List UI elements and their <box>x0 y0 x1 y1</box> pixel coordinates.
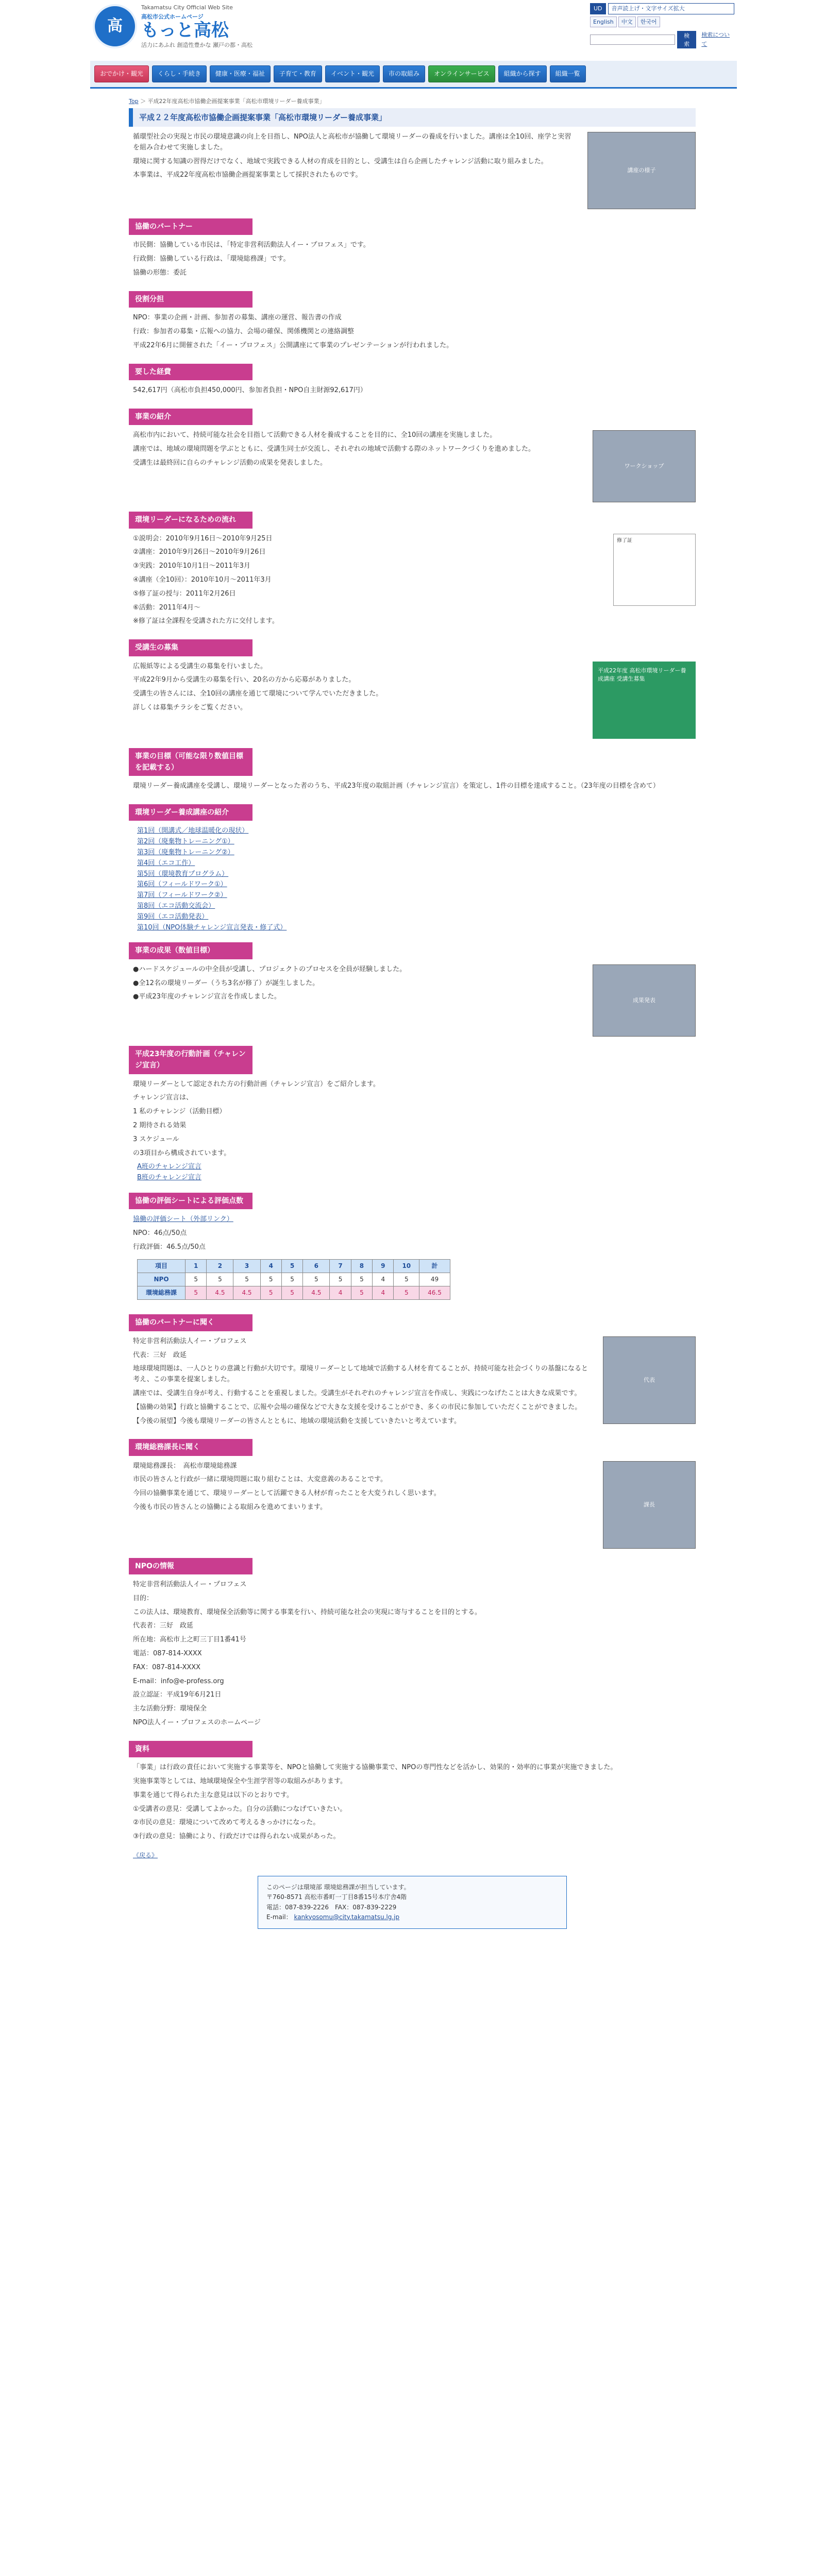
section-heading: 事業の成果（数値目標） <box>129 942 252 959</box>
section-block <box>129 430 696 502</box>
eval-cell: 4.5 <box>233 1286 260 1300</box>
section-line: 設立認証：平成19年6月21日 <box>133 1691 222 1699</box>
course-link[interactable]: 第2回（廃棄物トレーニング①） <box>137 838 234 846</box>
eval-col-header: 6 <box>303 1259 330 1273</box>
section-line: 協働の形態：委託 <box>133 268 187 277</box>
section-line: 目的： <box>133 1594 154 1602</box>
accessibility-row <box>590 3 734 14</box>
eval-cell: 4 <box>373 1286 394 1300</box>
section-block <box>129 1214 696 1305</box>
section-line: の3項目から構成されています。 <box>133 1149 231 1157</box>
section-photo: ワークショップ <box>593 430 696 502</box>
eval-cell: 4.5 <box>207 1286 233 1300</box>
logo-text <box>141 3 252 49</box>
eval-cell: 4 <box>330 1286 351 1300</box>
section-line: ⑥活動：2011年4月〜 <box>133 603 201 612</box>
lang-english[interactable]: English <box>590 16 617 28</box>
eval-cell: 5 <box>330 1273 351 1286</box>
eval-cell: 5 <box>351 1273 372 1286</box>
eval-col-header: 3 <box>233 1259 260 1273</box>
course-link[interactable]: 第8回（エコ活動交流会） <box>137 902 215 910</box>
section-body <box>129 781 696 795</box>
section-body <box>129 240 696 281</box>
search-help-link[interactable]: 検索について <box>701 31 730 47</box>
course-link[interactable]: 第5回（環境教育プログラム） <box>137 870 229 878</box>
section-line: ●全12名の環境リーダー（うち3名が修了）が誕生しました。 <box>133 979 319 987</box>
section-block <box>129 662 696 739</box>
nav-item[interactable]: 健康・医療・福祉 <box>210 65 271 82</box>
section-heading: 要した経費 <box>129 364 252 380</box>
logo-main: もっと高松 <box>141 20 229 41</box>
section-line: 「事業」は行政の責任において実施する事業等を、NPOと協働して実施する協働事業で、NPOの専門性などを活かし、効果的・効率的に事業が実施できました。 <box>133 1764 617 1772</box>
nav-item[interactable]: 市の取組み <box>383 65 425 82</box>
section-body <box>129 826 696 933</box>
nav-item[interactable]: イベント・観光 <box>325 65 380 82</box>
section-line: 環境リーダーとして認定された方の行動計画（チャレンジ宣言）をご紹介します。 <box>133 1080 380 1088</box>
site-header <box>0 0 825 77</box>
section-line: 詳しくは募集チラシをご覧ください。 <box>133 703 247 711</box>
logo-emblem: 高 <box>93 4 137 48</box>
section-line: ③行政の意見：協働により、行政だけでは得られない成果があった。 <box>133 1833 340 1841</box>
eval-table <box>137 1259 450 1300</box>
logo-slogan: 活力にあふれ 創造性豊かな 瀬戸の都・高松 <box>141 41 252 48</box>
section-line: 電話：087-814-XXXX <box>133 1650 202 1658</box>
back-row <box>129 1851 696 1860</box>
eval-row-label: NPO <box>138 1273 186 1286</box>
section-heading: 事業の目標（可能な限り数値目標を記載する） <box>129 748 252 776</box>
language-row <box>590 16 734 28</box>
course-link-item <box>137 869 696 880</box>
course-link-item <box>137 923 696 934</box>
section-line: 市民側：協働している市民は、「特定非営利活動法人イー・プロフェス」です。 <box>133 241 370 249</box>
nav-item[interactable]: 組織一覧 <box>550 65 586 82</box>
eval-cell: 49 <box>419 1273 450 1286</box>
section-line: チャレンジ宣言は、 <box>133 1094 193 1102</box>
section-line: 2 期待される効果 <box>133 1122 187 1129</box>
breadcrumb <box>129 97 325 106</box>
eval-link-row <box>133 1214 696 1225</box>
section-line: 所在地：高松市上之町三丁目1番41号 <box>133 1636 246 1644</box>
section-heading: 環境総務課長に聞く <box>129 1439 252 1455</box>
section-line: 【協働の効果】行政と協働することで、広報や会場の確保などで大きな支援を受けることができ、多くの市民に参加していただくことができました。 <box>133 1403 582 1411</box>
recruit-flyer[interactable]: 平成22年度 高松市環境リーダー養成講座 受講生募集 <box>593 662 696 739</box>
course-link[interactable]: 第1回（開講式／地球温暖化の現状） <box>137 827 249 835</box>
section-line: ①説明会：2010年9月16日〜2010年9月25日 <box>133 534 273 543</box>
course-link[interactable]: 第3回（廃棄物トレーニング②） <box>137 849 234 857</box>
intro-paragraph: 本事業は、平成22年度高松市協働企画提案事業として採択されたものです。 <box>133 171 362 179</box>
nav-item[interactable]: オンラインサービス <box>428 65 495 82</box>
section-body <box>129 1336 593 1430</box>
eval-col-header: 1 <box>186 1259 207 1273</box>
logo-sub: 高松市公式ホームページ <box>141 13 204 20</box>
section-line: 広報紙等による受講生の募集を行いました。 <box>133 662 267 670</box>
section-line: 行政評価：46.5点/50点 <box>133 1243 206 1251</box>
section-block <box>129 1762 696 1845</box>
footer-dept: このページは環境部 環境総務課が担当しています。 <box>266 1884 410 1891</box>
challenge-links <box>133 1162 696 1183</box>
section-line: 行政側：協働している行政は、「環境総務課」です。 <box>133 255 290 263</box>
course-link-item <box>137 912 696 923</box>
eval-sheet-link[interactable]: 協働の評価シート（外部リンク） <box>133 1215 233 1224</box>
section-line: 特定非営利活動法人イー・プロフェス <box>133 1581 247 1589</box>
section-body <box>129 385 696 399</box>
section-line: 市民の皆さんと行政が一緒に環境問題に取り組むことは、大変意義のあることです。 <box>133 1476 387 1484</box>
course-link[interactable]: 第10回（NPO体験チャレンジ宣言発表・修了式） <box>137 923 287 931</box>
ud-badge[interactable]: UD <box>590 3 606 14</box>
breadcrumb-current: ＞ 平成22年度高松市協働企画提案事業「高松市環境リーダー養成事業」 <box>140 98 325 105</box>
section-line: ①受講者の意見：受講してよかった。自分の活動につなげていきたい。 <box>133 1805 347 1813</box>
eval-row <box>138 1273 450 1286</box>
section-block <box>129 1461 696 1549</box>
eval-col-header: 10 <box>394 1259 419 1273</box>
section-body <box>129 313 696 354</box>
footer-address: 〒760-8571 高松市番町一丁目8番15号本庁舎4階 <box>266 1893 407 1901</box>
course-link-item <box>137 858 696 869</box>
section-line: 事業を通じて得られた主な意見は以下のとおりです。 <box>133 1791 293 1799</box>
footer-phone: 電話：087-839-2226 FAX：087-839-2229 <box>266 1903 397 1911</box>
search-row <box>590 30 734 48</box>
course-link[interactable]: 第6回（フィールドワーク①） <box>137 880 227 889</box>
section-line: 受講生は最終回に自らのチャレンジ活動の成果を発表しました。 <box>133 459 327 467</box>
page-title: 平成２２年度高松市協働企画提案事業「高松市環境リーダー養成事業」 <box>129 108 696 127</box>
section-block <box>129 313 696 354</box>
section-body <box>129 534 603 631</box>
section-line: ②講座：2010年9月26日〜2010年9月26日 <box>133 548 266 556</box>
section-line: 高松市内において、持続可能な社会を目指して活動できる人材を養成することを目的に、全10回の講座を実施しました。 <box>133 431 497 439</box>
section-heading: 受講生の募集 <box>129 639 252 656</box>
section-line: ※修了証は全課程を受講された方に交付します。 <box>133 617 279 625</box>
section-heading: 平成23年度の行動計画（チャレンジ宣言） <box>129 1046 252 1074</box>
main-content <box>129 108 696 1929</box>
section-line: NPO：事業の企画・計画、参加者の募集、講座の運営、報告書の作成 <box>133 314 342 322</box>
section-block <box>129 1079 696 1183</box>
sections-container <box>129 218 696 1845</box>
footer-email-label: E-mail： <box>266 1913 292 1921</box>
course-link-item <box>137 837 696 848</box>
eval-cell: 5 <box>260 1286 281 1300</box>
header-tools <box>590 3 734 48</box>
section-line: ②市民の意見：環境について改めて考えるきっかけになった。 <box>133 1819 320 1827</box>
contact-footer <box>258 1876 567 1929</box>
eval-col-header: 計 <box>419 1259 450 1273</box>
intro-paragraph: 循環型社会の実現と市民の環境意識の向上を目指し、NPO法人と高松市が協働して環境リーダーの養成を行いました。講座は全10回、座学と実習を組み合わせて実施しました。 <box>133 133 571 151</box>
course-links <box>133 826 696 933</box>
section-line: 受講生の皆さんには、全10回の講座を通じて環境について学んでいただきました。 <box>133 690 383 698</box>
section-line: 行政：参加者の募集・広報への協力、会場の確保、関係機関との連絡調整 <box>133 327 355 335</box>
certificate-image: 修了証 <box>613 534 696 606</box>
eval-cell: 5 <box>260 1273 281 1286</box>
eval-cell: 5 <box>303 1273 330 1286</box>
section-heading: NPOの情報 <box>129 1558 252 1574</box>
eval-cell: 4 <box>373 1273 394 1286</box>
course-link[interactable]: 第7回（フィールドワーク②） <box>137 891 227 900</box>
eval-cell: 46.5 <box>419 1286 450 1300</box>
section-body <box>129 1762 696 1845</box>
course-link-item <box>137 848 696 858</box>
section-heading: 事業の紹介 <box>129 409 252 425</box>
section-line: 講座では、地域の環境問題を学ぶとともに、受講生同士が交流し、それぞれの地域で活動する際のネットワークづくりを進めました。 <box>133 445 535 453</box>
section-heading: 協働の評価シートによる評価点数 <box>129 1193 252 1209</box>
site-logo[interactable] <box>93 3 252 49</box>
eval-cell: 5 <box>207 1273 233 1286</box>
course-link-item <box>137 890 696 901</box>
challenge-link-item <box>137 1162 696 1173</box>
global-nav <box>90 61 737 89</box>
eval-row-label: 環境総務課 <box>138 1286 186 1300</box>
back-link[interactable]: 《戻る》 <box>133 1852 158 1859</box>
section-line: ④講座（全10回）：2010年10月〜2011年3月 <box>133 575 272 584</box>
section-body <box>129 1580 696 1732</box>
eval-col-header: 8 <box>351 1259 372 1273</box>
section-block <box>129 1336 696 1430</box>
eval-col-header: 7 <box>330 1259 351 1273</box>
eval-cell: 5 <box>394 1286 419 1300</box>
section-line: 3 スケジュール <box>133 1135 179 1143</box>
section-line: 主な活動分野：環境保全 <box>133 1705 207 1713</box>
eval-cell: 5 <box>351 1286 372 1300</box>
course-link[interactable]: 第4回（エコ工作） <box>137 859 195 867</box>
section-line: この法人は、環境教育、環境保全活動等に関する事業を行い、持続可能な社会の実現に寄与することを目的とする。 <box>133 1608 482 1616</box>
section-line: NPO法人イー・プロフェスのホームページ <box>133 1719 261 1727</box>
section-line: 【今後の展望】今後も環境リーダーの皆さんとともに、地域の環境活動を支援していきたいと考えています。 <box>133 1417 461 1425</box>
intro-photo: 講座の様子 <box>587 132 696 209</box>
lang-korean[interactable]: 한국어 <box>637 16 660 28</box>
section-heading: 協働のパートナーに聞く <box>129 1314 252 1331</box>
course-link-item <box>137 879 696 890</box>
logo-en: Takamatsu City Official Web Site <box>141 4 233 11</box>
section-line: 542,617円（高松市負担450,000円、参加者負担・NPO自主財源92,617円） <box>133 386 367 394</box>
eval-cell: 5 <box>186 1273 207 1286</box>
nav-item[interactable]: おでかけ・観光 <box>94 65 149 82</box>
challenge-link[interactable]: A班のチャレンジ宣言 <box>137 1163 201 1171</box>
eval-cell: 5 <box>281 1286 302 1300</box>
section-photo: 課長 <box>603 1461 696 1549</box>
challenge-link-item <box>137 1173 696 1183</box>
section-heading: 役割分担 <box>129 291 252 308</box>
section-block <box>129 240 696 281</box>
eval-cell: 5 <box>394 1273 419 1286</box>
search-button[interactable]: 検索 <box>677 31 696 48</box>
section-line: ●平成23年度のチャレンジ宣言を作成しました。 <box>133 993 281 1001</box>
eval-col-header: 4 <box>260 1259 281 1273</box>
section-line: 平成22年9月から受講生の募集を行い、20名の方から応募がありました。 <box>133 676 356 684</box>
eval-cell: 5 <box>233 1273 260 1286</box>
section-photo: 成果発表 <box>593 964 696 1037</box>
challenge-link[interactable]: B班のチャレンジ宣言 <box>137 1174 201 1182</box>
section-photo: 代表 <box>603 1336 696 1424</box>
section-block <box>129 781 696 795</box>
eval-header-label: 項目 <box>138 1259 186 1273</box>
section-body <box>129 1461 593 1549</box>
eval-cell: 4.5 <box>303 1286 330 1300</box>
section-line: 実施事業等としては、地域環境保全や生涯学習等の取組みがあります。 <box>133 1777 347 1786</box>
course-link-item <box>137 826 696 837</box>
intro-block <box>129 132 696 209</box>
section-heading: 資料 <box>129 1741 252 1757</box>
section-body <box>129 430 582 502</box>
section-block <box>129 1580 696 1732</box>
section-body <box>129 964 582 1037</box>
section-body <box>129 662 582 739</box>
breadcrumb-home[interactable]: Top <box>129 98 139 105</box>
section-line: 講座では、受講生自身が考え、行動することを重視しました。受講生がそれぞれのチャレンジ宣言を作成し、実践につなげたことは大きな成果です。 <box>133 1389 581 1397</box>
footer-email-link[interactable]: kankyosomu@city.takamatsu.lg.jp <box>294 1913 400 1921</box>
eval-row <box>138 1286 450 1300</box>
course-link[interactable]: 第9回（エコ活動発表） <box>137 912 209 921</box>
section-line: ③実践：2010年10月1日〜2011年3月 <box>133 562 250 570</box>
footer-email-row <box>266 1912 558 1922</box>
intro-text <box>129 132 577 209</box>
section-heading: 協働のパートナー <box>129 218 252 235</box>
eval-col-header: 9 <box>373 1259 394 1273</box>
accessibility-link[interactable]: 音声読上げ・文字サイズ拡大 <box>608 3 734 14</box>
section-line: NPO：46点/50点 <box>133 1229 187 1238</box>
eval-cell: 5 <box>281 1273 302 1286</box>
section-line: 特定非営利活動法人イー・プロフェス <box>133 1337 247 1345</box>
course-link-item <box>137 901 696 912</box>
section-line: E-mail：info@e-profess.org <box>133 1677 224 1685</box>
eval-header-row <box>138 1259 450 1273</box>
nav-item[interactable]: 子育て・教育 <box>274 65 322 82</box>
nav-item[interactable]: くらし・手続き <box>152 65 207 82</box>
section-line: 代表者：三好 政延 <box>133 1622 194 1630</box>
section-block <box>129 385 696 399</box>
section-block <box>129 964 696 1037</box>
section-block <box>129 826 696 933</box>
eval-col-header: 5 <box>281 1259 302 1273</box>
section-line: FAX：087-814-XXXX <box>133 1663 201 1671</box>
section-line: ●ハードスケジュールの中全員が受講し、プロジェクトのプロセスを全員が経験しました。 <box>133 965 407 973</box>
section-line: 1 私のチャレンジ（活動目標） <box>133 1108 226 1116</box>
section-line: 平成22年6月に開催された「イー・プロフェス」公開講座にて事業のプレゼンテーションが行われました。 <box>133 341 453 349</box>
section-heading: 環境リーダーになるための流れ <box>129 512 252 528</box>
section-line: 環境総務課長： 高松市環境総務課 <box>133 1462 237 1470</box>
section-line: 環境リーダー養成講座を受講し、環境リーダーとなった者のうち、平成23年度の取組計画（チャレンジ宣言）を策定し、1件の目標を達成すること。（23年度の目標を含めて） <box>133 782 660 790</box>
section-line: 今後も市民の皆さんとの協働による取組みを進めてまいります。 <box>133 1503 327 1512</box>
section-line: 地球環境問題は、一人ひとりの意識と行動が大切です。環境リーダーとして地域で活動する人材を育てることが、持続可能な社会づくりの基盤になると考え、この事業を提案しました。 <box>133 1365 588 1384</box>
eval-col-header: 2 <box>207 1259 233 1273</box>
section-block <box>129 534 696 631</box>
section-line: 代表：三好 政延 <box>133 1351 187 1359</box>
section-body <box>129 1079 696 1183</box>
nav-item[interactable]: 組織から探す <box>498 65 547 82</box>
eval-cell: 5 <box>186 1286 207 1300</box>
section-heading: 環境リーダー養成講座の紹介 <box>129 804 252 821</box>
section-line: 今回の協働事業を通じて、環境リーダーとして活躍できる人材が育ったことを大変うれしく思います。 <box>133 1489 441 1498</box>
lang-chinese[interactable]: 中文 <box>618 16 636 28</box>
intro-paragraph: 環境に関する知識の習得だけでなく、地域で実践できる人材の育成を目的とし、受講生は自ら企画したチャレンジ活動に取り組みました。 <box>133 157 548 165</box>
section-line: ⑤修了証の授与：2011年2月26日 <box>133 589 236 598</box>
search-input[interactable] <box>590 35 675 45</box>
section-body <box>129 1214 696 1305</box>
